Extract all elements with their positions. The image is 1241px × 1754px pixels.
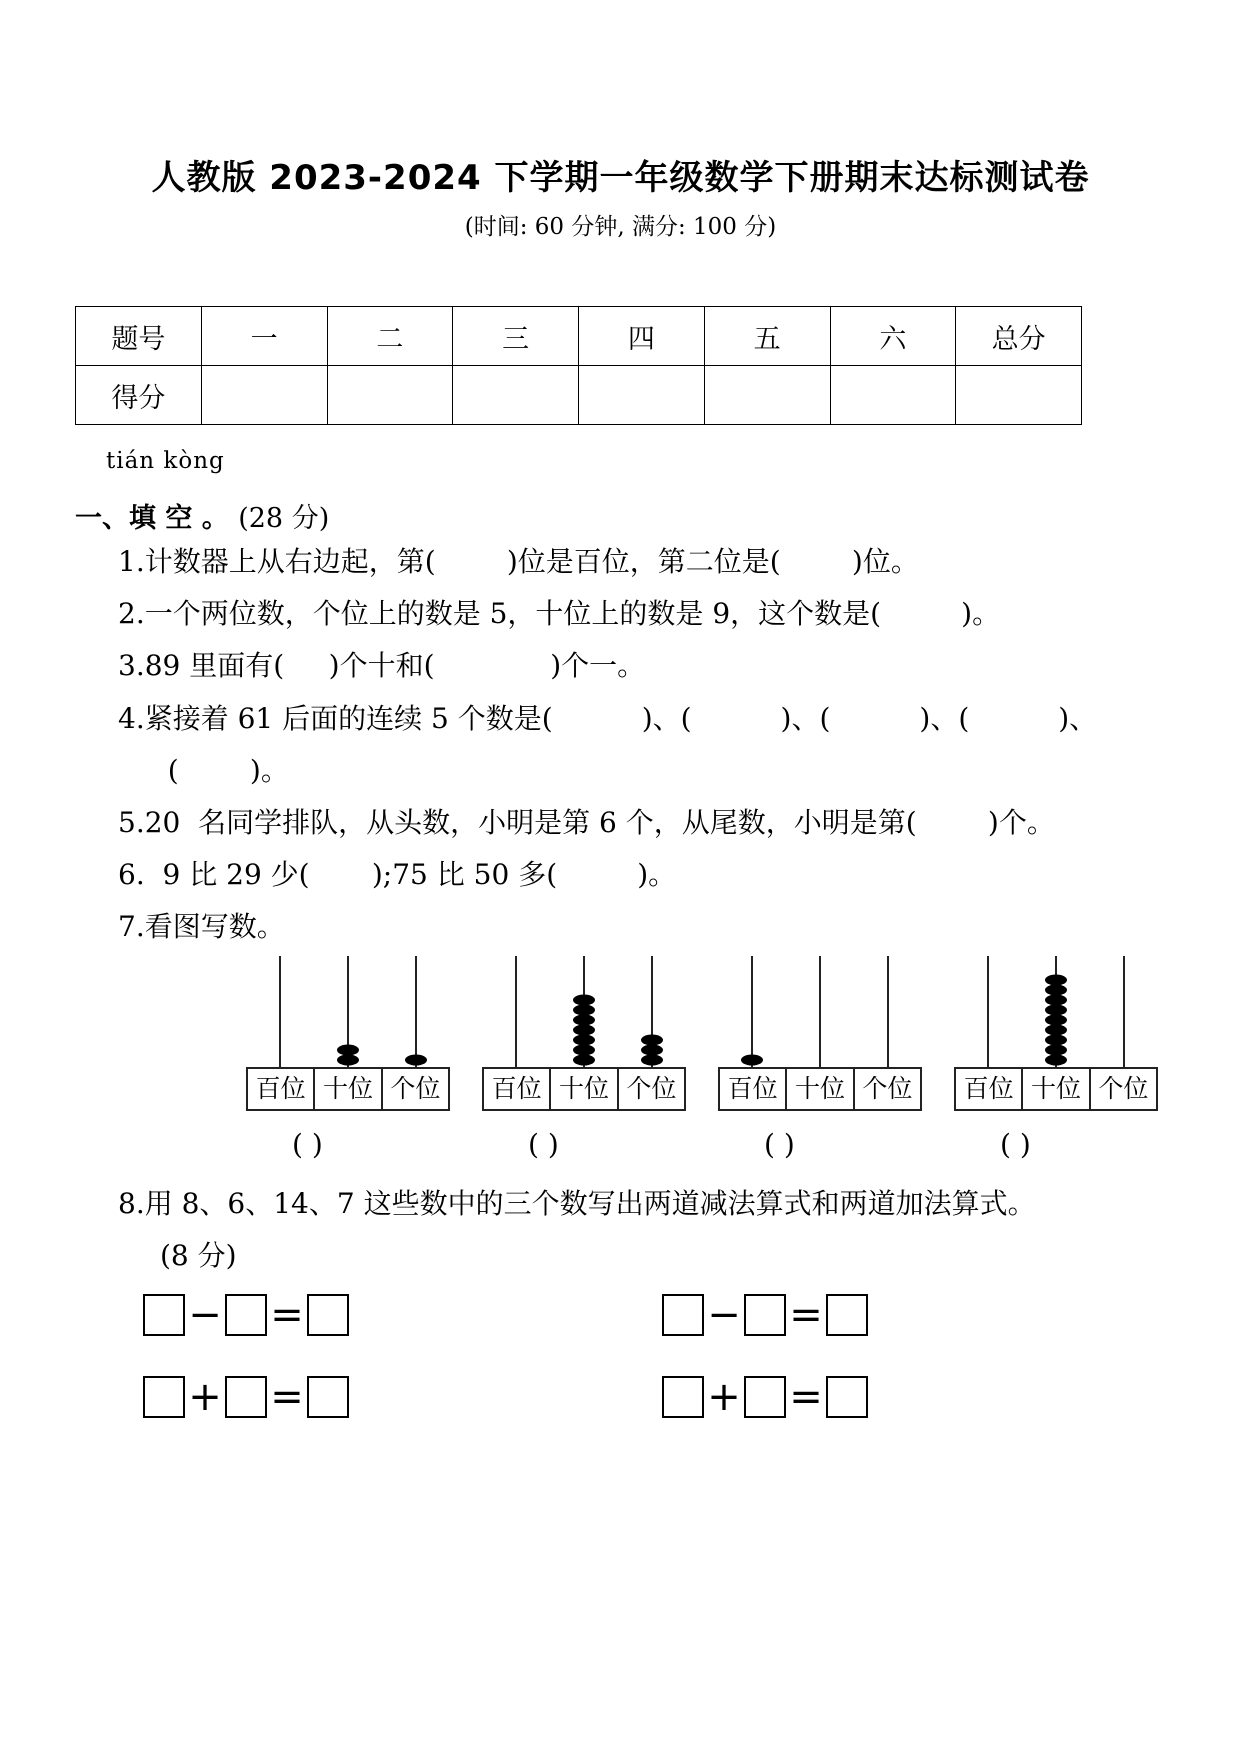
abacus-bead [1045,1055,1067,1066]
answer-box[interactable] [662,1294,704,1336]
place-hundreds: 百位 [482,1067,551,1111]
answer-box[interactable] [662,1376,704,1418]
pinyin-annotation: tián kòng [106,448,225,474]
page-title: 人教版 2023-2024 下学期一年级数学下册期末达标测试卷 [151,158,1090,198]
answer-box[interactable] [307,1376,349,1418]
section-heading [75,496,329,535]
header-cell: 一 [201,307,327,366]
question-8: 8.用 8、6、14、7 这些数中的三个数写出两道减法算式和两道加法算式。 [118,1187,1036,1220]
header-cell: 题号 [76,307,202,366]
abacus-bead [337,1055,359,1066]
score-table [75,306,1082,425]
equals-sign: = [270,1292,304,1338]
header-cell: 六 [830,307,956,366]
abacus-rods [954,956,1158,1068]
answer-box[interactable] [744,1376,786,1418]
abacus-bead [405,1055,427,1066]
abacus-bead [1045,995,1067,1006]
question-1: 1.计数器上从右边起，第( )位是百位，第二位是( )位。 [118,545,919,578]
score-cell[interactable] [201,366,327,425]
abacus-bead [573,995,595,1006]
abacus-bead [573,1025,595,1036]
question-4: 4.紧接着 61 后面的连续 5 个数是( )、( )、( )、( )、 [118,702,1098,735]
question-8-points: (8 分) [160,1239,237,1272]
header-cell: 五 [704,307,830,366]
abacus-bead [1045,1035,1067,1046]
answer-box[interactable] [143,1376,185,1418]
score-cell[interactable] [327,366,453,425]
place-value-labels [246,1067,450,1111]
place-value-labels [482,1067,686,1111]
place-tens: 十位 [1021,1067,1090,1111]
abacus-answer-3[interactable]: ( ) [764,1128,795,1161]
score-cell[interactable] [453,366,579,425]
answer-box[interactable] [143,1294,185,1336]
answer-box[interactable] [826,1294,868,1336]
row-label: 得分 [76,366,202,425]
place-ones: 个位 [853,1067,922,1111]
place-value-labels [954,1067,1158,1111]
subtraction-equation-1 [143,1290,349,1340]
question-2: 2.一个两位数，个位上的数是 5，十位上的数是 9，这个数是( )。 [118,597,1001,630]
abacus-rods [482,956,686,1068]
abacus-bead [1045,985,1067,996]
place-tens: 十位 [549,1067,618,1111]
equals-sign: = [789,1374,823,1420]
place-tens: 十位 [785,1067,854,1111]
abacus-2 [482,956,686,1116]
abacus-bead [337,1045,359,1056]
header-cell: 四 [579,307,705,366]
addition-equation-2 [662,1372,868,1422]
abacus-1 [246,956,450,1116]
answer-box[interactable] [826,1376,868,1418]
abacus-bead [573,1055,595,1066]
abacus-bead [1045,1025,1067,1036]
subtraction-equation-2 [662,1290,868,1340]
header-cell: 二 [327,307,453,366]
abacus-answer-1[interactable]: ( ) [292,1128,323,1161]
abacus-bead [1045,1045,1067,1056]
abacus-bead [573,1035,595,1046]
score-table-header-row [76,307,1082,366]
answer-box[interactable] [225,1294,267,1336]
place-value-labels [718,1067,922,1111]
plus-sign: + [188,1374,222,1420]
score-cell[interactable] [579,366,705,425]
place-hundreds: 百位 [954,1067,1023,1111]
abacus-bead [573,1005,595,1016]
minus-sign: − [188,1292,222,1338]
question-7: 7.看图写数。 [118,910,285,943]
abacus-rods [246,956,450,1068]
abacus-answer-4[interactable]: ( ) [1000,1128,1031,1161]
answer-box[interactable] [307,1294,349,1336]
abacus-bead [641,1055,663,1066]
question-4-continued: ( )。 [150,754,289,787]
exam-info: (时间: 60 分钟, 满分: 100 分) [464,214,777,240]
answer-box[interactable] [744,1294,786,1336]
abacus-4 [954,956,1158,1116]
place-hundreds: 百位 [246,1067,315,1111]
abacus-bead [641,1045,663,1056]
answer-box[interactable] [225,1376,267,1418]
minus-sign: − [707,1292,741,1338]
addition-equation-1 [143,1372,349,1422]
score-cell[interactable] [704,366,830,425]
score-cell[interactable] [830,366,956,425]
score-table-score-row [76,366,1082,425]
abacus-rods [718,956,922,1068]
question-6: 6. 9 比 29 少( );75 比 50 多( )。 [118,858,677,891]
question-3: 3.89 里面有( )个十和( )个一。 [118,649,646,682]
abacus-bead [1045,975,1067,986]
equals-sign: = [789,1292,823,1338]
place-tens: 十位 [313,1067,382,1111]
plus-sign: + [707,1374,741,1420]
abacus-bead [573,1015,595,1026]
place-ones: 个位 [617,1067,686,1111]
abacus-bead [1045,1005,1067,1016]
abacus-bead [573,1045,595,1056]
place-ones: 个位 [1089,1067,1158,1111]
place-ones: 个位 [381,1067,450,1111]
abacus-bead [1045,1015,1067,1026]
abacus-answer-2[interactable]: ( ) [528,1128,559,1161]
equals-sign: = [270,1374,304,1420]
place-hundreds: 百位 [718,1067,787,1111]
abacus-bead [641,1035,663,1046]
section-title: 一、填 空 。 [75,503,229,534]
abacus-bead [741,1055,763,1066]
header-cell: 总分 [956,307,1082,366]
abacus-3 [718,956,922,1116]
score-cell[interactable] [956,366,1082,425]
question-5: 5.20 名同学排队，从头数，小明是第 6 个，从尾数，小明是第( )个。 [118,806,1055,839]
section-points: (28 分) [238,503,330,534]
header-cell: 三 [453,307,579,366]
